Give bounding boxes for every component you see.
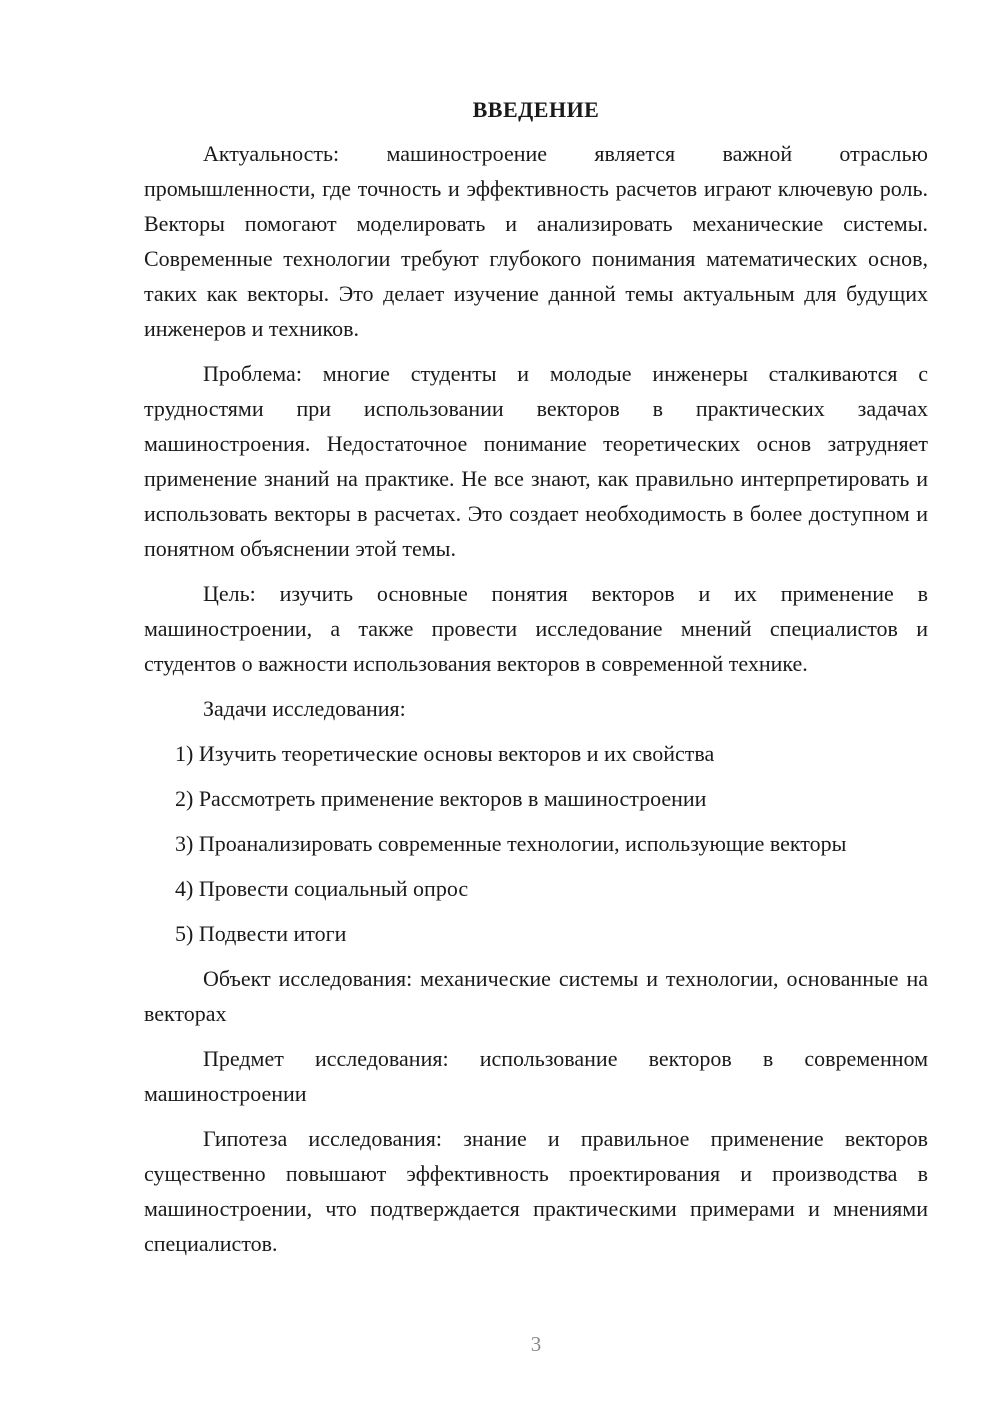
paragraph-hypothesis: Гипотеза исследования: знание и правильное применение векторов существенно повышают эффективность проектирования и производства в машиностроении, что подтверждается практическими примерами и мнениями специалистов. bbox=[144, 1126, 928, 1256]
paragraph-subject: Предмет исследования: использование векторов в современном машиностроении bbox=[144, 1046, 928, 1106]
task-item: 4) Провести социальный опрос bbox=[175, 876, 469, 901]
task-item: 2) Рассмотреть применение векторов в машиностроении bbox=[175, 786, 707, 811]
document-page bbox=[144, 94, 928, 1271]
section-title: ВВЕДЕНИЕ bbox=[472, 97, 600, 122]
paragraph-problem: Проблема: многие студенты и молодые инженеры сталкиваются с трудностями при использовании векторов в практических задачах машиностроения. Недостаточное понимание теоретических основ затрудняет применение знаний на практике. Не все знают, как правильно интерпретировать и использовать векторы в расчетах. Это создает необходимость в более доступном и понятном объяснении этой темы. bbox=[144, 361, 928, 561]
page-number: 3 bbox=[530, 1332, 542, 1356]
task-item: 3) Проанализировать современные технологии, использующие векторы bbox=[175, 831, 847, 856]
task-item: 5) Подвести итоги bbox=[175, 921, 347, 946]
task-item: 1) Изучить теоретические основы векторов и их свойства bbox=[175, 741, 715, 766]
paragraph-goal: Цель: изучить основные понятия векторов и их применение в машиностроении, а также провести исследование мнений специалистов и студентов о важности использования векторов в современной технике. bbox=[144, 581, 928, 676]
paragraph-object: Объект исследования: механические системы и технологии, основанные на векторах bbox=[144, 966, 928, 1026]
paragraph-relevance: Актуальность: машиностроение является важной отраслью промышленности, где точность и эффективность расчетов играют ключевую роль. Векторы помогают моделировать и анализировать механические системы. Современные технологии требуют глубокого понимания математических основ, таких как векторы. Это делает изучение данной темы актуальным для будущих инженеров и техников. bbox=[144, 141, 928, 341]
paragraph-tasks-heading: Задачи исследования: bbox=[203, 696, 406, 721]
